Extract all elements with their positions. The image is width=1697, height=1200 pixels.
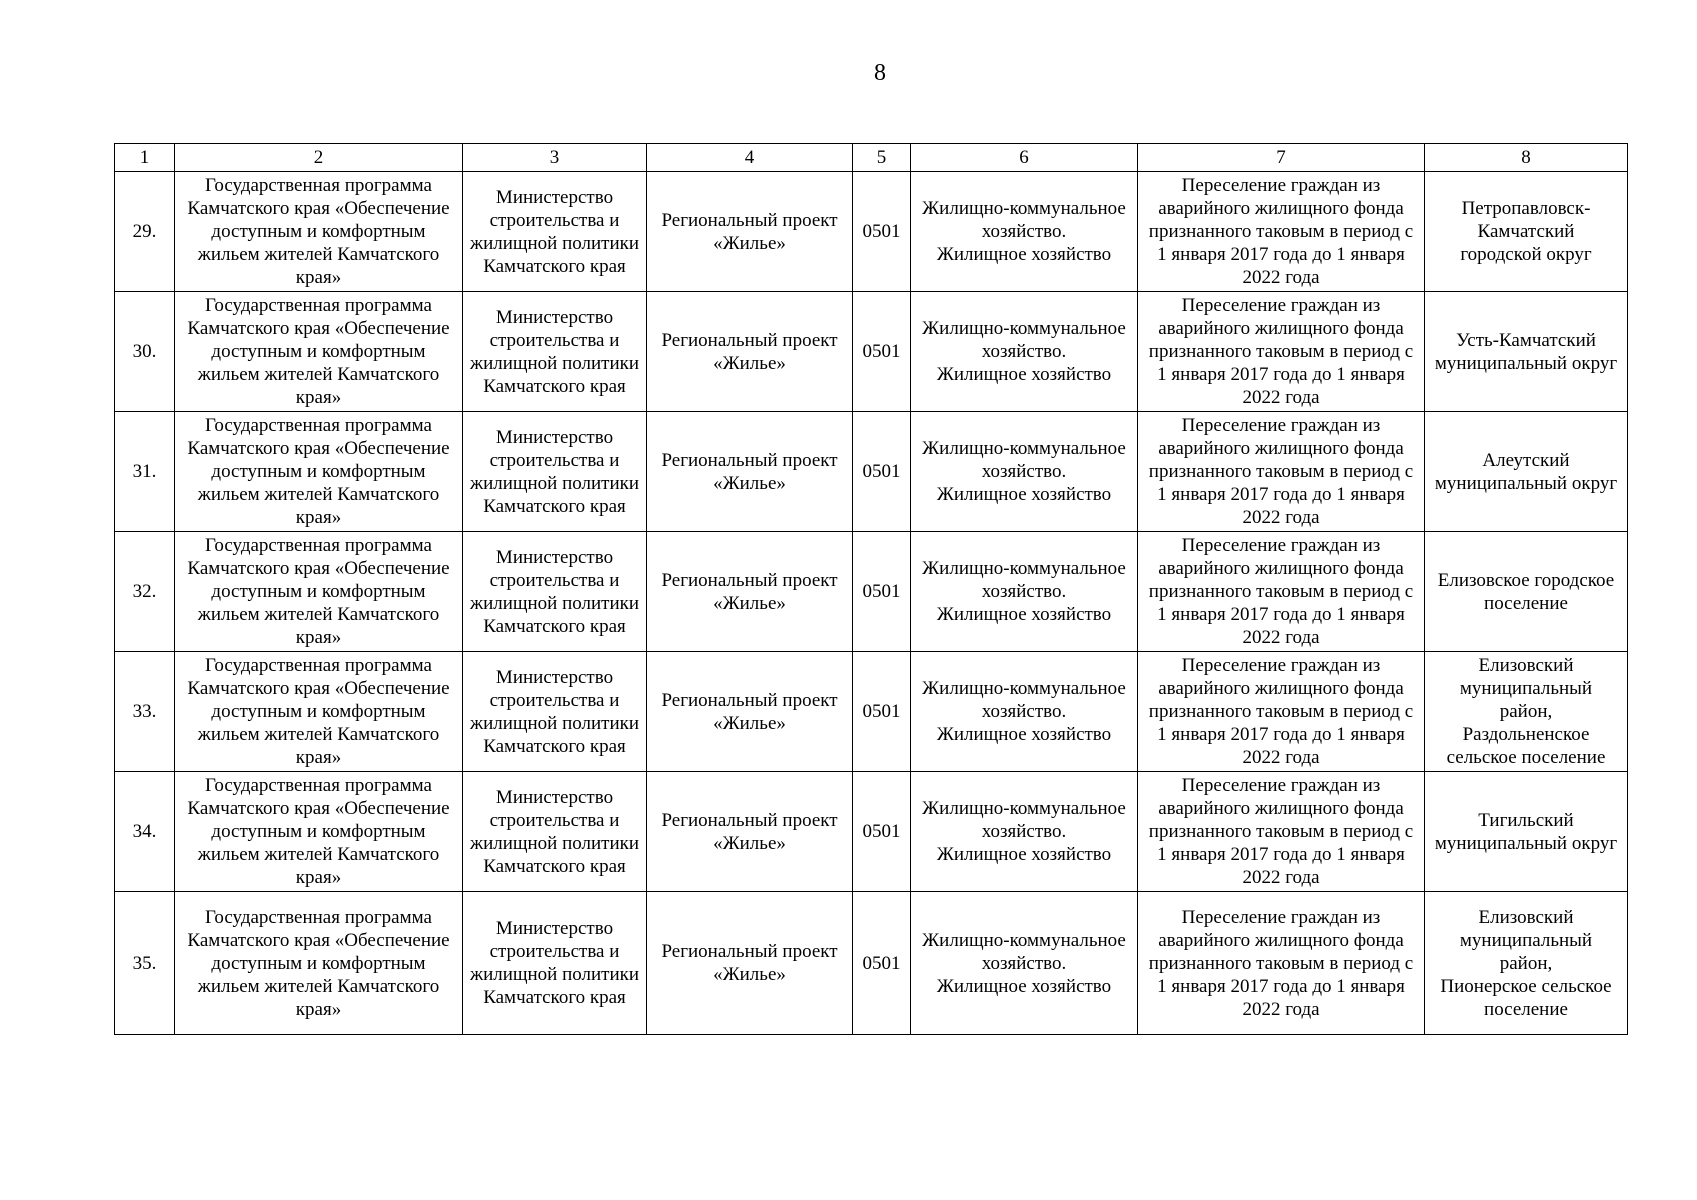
cell-row-number-text: 31.: [132, 461, 157, 482]
cell-municipality-text: Тигильский муниципальный округ: [1434, 809, 1618, 854]
cell-sector: [911, 892, 1138, 1035]
cell-ministry-text: Министерство строительства и жилищной политики Камчатского края: [469, 918, 640, 1008]
cell-municipality: [1425, 652, 1628, 772]
cell-budget-code-text: 0501: [862, 461, 901, 482]
cell-program-text: Государственная программа Камчатского края «Обеспечение доступным и комфортным жильем жителей Камчатского края»: [187, 655, 450, 768]
cell-purpose: [1138, 652, 1425, 772]
cell-row-number: [115, 652, 175, 772]
cell-budget-code-text: 0501: [862, 952, 901, 974]
cell-row-number-text: 33.: [132, 701, 157, 722]
cell-ministry: [463, 292, 647, 412]
cell-sector: [911, 772, 1138, 892]
cell-project-text: Региональный проект «Жилье»: [661, 449, 838, 494]
cell-ministry: [463, 412, 647, 532]
cell-program: [175, 892, 463, 1035]
table-row: [115, 772, 1628, 892]
cell-budget-code-text: 0501: [862, 341, 901, 362]
column-header: 7: [1138, 144, 1425, 172]
cell-purpose-text: Переселение граждан из аварийного жилищного фонда признанного таковым в период с 1 января 2017 года до 1 января 2022 года: [1148, 655, 1414, 768]
column-header: 3: [463, 144, 647, 172]
cell-program-text: Государственная программа Камчатского края «Обеспечение доступным и комфортным жильем жителей Камчатского края»: [187, 535, 450, 648]
cell-sector-text: Жилищно-коммунальное хозяйство. Жилищное хозяйство: [922, 678, 1126, 745]
cell-row-number: [115, 772, 175, 892]
cell-program-text: Государственная программа Камчатского края «Обеспечение доступным и комфортным жильем жителей Камчатского края»: [187, 415, 450, 528]
cell-municipality: [1425, 532, 1628, 652]
cell-ministry: [463, 532, 647, 652]
cell-budget-code: [853, 772, 911, 892]
document-table: [114, 143, 1628, 1035]
cell-sector: [911, 412, 1138, 532]
cell-municipality-text: Алеутский муниципальный округ: [1434, 449, 1618, 494]
cell-row-number-text: 29.: [132, 221, 157, 242]
cell-program: [175, 652, 463, 772]
cell-sector: [911, 292, 1138, 412]
table-row: [115, 652, 1628, 772]
cell-ministry: [463, 652, 647, 772]
cell-row-number: [115, 532, 175, 652]
cell-budget-code-text: 0501: [862, 581, 901, 602]
column-header: 5: [853, 144, 911, 172]
cell-ministry-text: Министерство строительства и жилищной политики Камчатского края: [469, 306, 640, 397]
cell-budget-code-text: 0501: [862, 821, 901, 842]
table-row: [115, 412, 1628, 532]
cell-sector-text: Жилищно-коммунальное хозяйство. Жилищное хозяйство: [922, 318, 1126, 385]
cell-program: [175, 772, 463, 892]
cell-row-number-text: 30.: [132, 341, 157, 362]
cell-project-text: Региональный проект «Жилье»: [661, 809, 838, 854]
cell-project: [647, 292, 853, 412]
cell-purpose-text: Переселение граждан из аварийного жилищного фонда признанного таковым в период с 1 января 2017 года до 1 января 2022 года: [1148, 775, 1414, 888]
cell-project-text: Региональный проект «Жилье»: [661, 329, 838, 374]
cell-row-number: [115, 172, 175, 292]
cell-purpose: [1138, 172, 1425, 292]
cell-municipality-text: Елизовский муниципальный район, Раздольненское сельское поселение: [1446, 655, 1606, 768]
page-number: 8: [874, 60, 886, 86]
cell-program-text: Государственная программа Камчатского края «Обеспечение доступным и комфортным жильем жителей Камчатского края»: [187, 295, 450, 408]
cell-sector: [911, 172, 1138, 292]
table-row: [115, 892, 1628, 1035]
cell-sector-text: Жилищно-коммунальное хозяйство. Жилищное хозяйство: [922, 438, 1126, 505]
cell-sector: [911, 532, 1138, 652]
cell-ministry-text: Министерство строительства и жилищной политики Камчатского края: [469, 546, 640, 637]
cell-ministry-text: Министерство строительства и жилищной политики Камчатского края: [469, 186, 640, 277]
cell-project-text: Региональный проект «Жилье»: [661, 941, 838, 985]
cell-sector: [911, 652, 1138, 772]
cell-budget-code: [853, 412, 911, 532]
cell-purpose: [1138, 772, 1425, 892]
cell-municipality: [1425, 292, 1628, 412]
cell-municipality: [1425, 892, 1628, 1035]
cell-row-number: [115, 412, 175, 532]
table-row: [115, 292, 1628, 412]
cell-purpose: [1138, 532, 1425, 652]
column-header: 4: [647, 144, 853, 172]
cell-ministry: [463, 892, 647, 1035]
cell-program-text: Государственная программа Камчатского края «Обеспечение доступным и комфортным жильем жителей Камчатского края»: [187, 906, 450, 1020]
column-header: 6: [911, 144, 1138, 172]
cell-sector-text: Жилищно-коммунальное хозяйство. Жилищное хозяйство: [922, 558, 1126, 625]
cell-sector-text: Жилищно-коммунальное хозяйство. Жилищное хозяйство: [922, 798, 1126, 865]
cell-municipality: [1425, 772, 1628, 892]
cell-row-number: [115, 892, 175, 1035]
cell-ministry: [463, 772, 647, 892]
cell-program-text: Государственная программа Камчатского края «Обеспечение доступным и комфортным жильем жителей Камчатского края»: [187, 775, 450, 888]
table-row: [115, 532, 1628, 652]
cell-program: [175, 292, 463, 412]
cell-project: [647, 532, 853, 652]
cell-sector-text: Жилищно-коммунальное хозяйство. Жилищное хозяйство: [922, 198, 1126, 265]
cell-budget-code-text: 0501: [862, 701, 901, 722]
table-body: [115, 144, 1628, 1035]
cell-row-number-text: 32.: [132, 581, 157, 602]
cell-sector-text: Жилищно-коммунальное хозяйство. Жилищное хозяйство: [922, 929, 1126, 997]
cell-row-number: [115, 292, 175, 412]
cell-project: [647, 652, 853, 772]
cell-row-number-text: 35.: [132, 952, 157, 974]
cell-row-number-text: 34.: [132, 821, 157, 842]
cell-program: [175, 172, 463, 292]
cell-budget-code: [853, 532, 911, 652]
cell-project: [647, 772, 853, 892]
cell-purpose-text: Переселение граждан из аварийного жилищного фонда признанного таковым в период с 1 января 2017 года до 1 января 2022 года: [1148, 175, 1414, 288]
cell-ministry-text: Министерство строительства и жилищной политики Камчатского края: [469, 666, 640, 757]
cell-ministry-text: Министерство строительства и жилищной политики Камчатского края: [469, 786, 640, 877]
cell-project-text: Региональный проект «Жилье»: [661, 569, 838, 614]
cell-project: [647, 172, 853, 292]
cell-municipality: [1425, 172, 1628, 292]
cell-purpose-text: Переселение граждан из аварийного жилищного фонда признанного таковым в период с 1 января 2017 года до 1 января 2022 года: [1148, 415, 1414, 528]
cell-ministry: [463, 172, 647, 292]
cell-purpose: [1138, 292, 1425, 412]
cell-project-text: Региональный проект «Жилье»: [661, 209, 838, 254]
cell-program: [175, 412, 463, 532]
cell-ministry-text: Министерство строительства и жилищной политики Камчатского края: [469, 426, 640, 517]
cell-purpose: [1138, 892, 1425, 1035]
column-header: 8: [1425, 144, 1628, 172]
cell-purpose-text: Переселение граждан из аварийного жилищного фонда признанного таковым в период с 1 января 2017 года до 1 января 2022 года: [1148, 906, 1414, 1020]
cell-budget-code: [853, 652, 911, 772]
cell-project-text: Региональный проект «Жилье»: [661, 689, 838, 734]
cell-project: [647, 412, 853, 532]
cell-purpose: [1138, 412, 1425, 532]
cell-municipality-text: Елизовское городское поселение: [1437, 569, 1615, 614]
column-header: 1: [115, 144, 175, 172]
table-header-row: [115, 144, 1628, 172]
cell-project: [647, 892, 853, 1035]
cell-budget-code: [853, 892, 911, 1035]
cell-budget-code: [853, 172, 911, 292]
column-header: 2: [175, 144, 463, 172]
cell-budget-code: [853, 292, 911, 412]
table-row: [115, 172, 1628, 292]
cell-municipality: [1425, 412, 1628, 532]
cell-program: [175, 532, 463, 652]
cell-municipality-text: Елизовский муниципальный район, Пионерское сельское поселение: [1440, 906, 1612, 1020]
cell-municipality-text: Усть-Камчатский муниципальный округ: [1434, 329, 1618, 374]
cell-purpose-text: Переселение граждан из аварийного жилищного фонда признанного таковым в период с 1 января 2017 года до 1 января 2022 года: [1148, 295, 1414, 408]
cell-budget-code-text: 0501: [862, 221, 901, 242]
cell-program-text: Государственная программа Камчатского края «Обеспечение доступным и комфортным жильем жителей Камчатского края»: [187, 175, 450, 288]
cell-municipality-text: Петропавловск- Камчатский городской округ: [1460, 198, 1592, 265]
cell-purpose-text: Переселение граждан из аварийного жилищного фонда признанного таковым в период с 1 января 2017 года до 1 января 2022 года: [1148, 535, 1414, 648]
